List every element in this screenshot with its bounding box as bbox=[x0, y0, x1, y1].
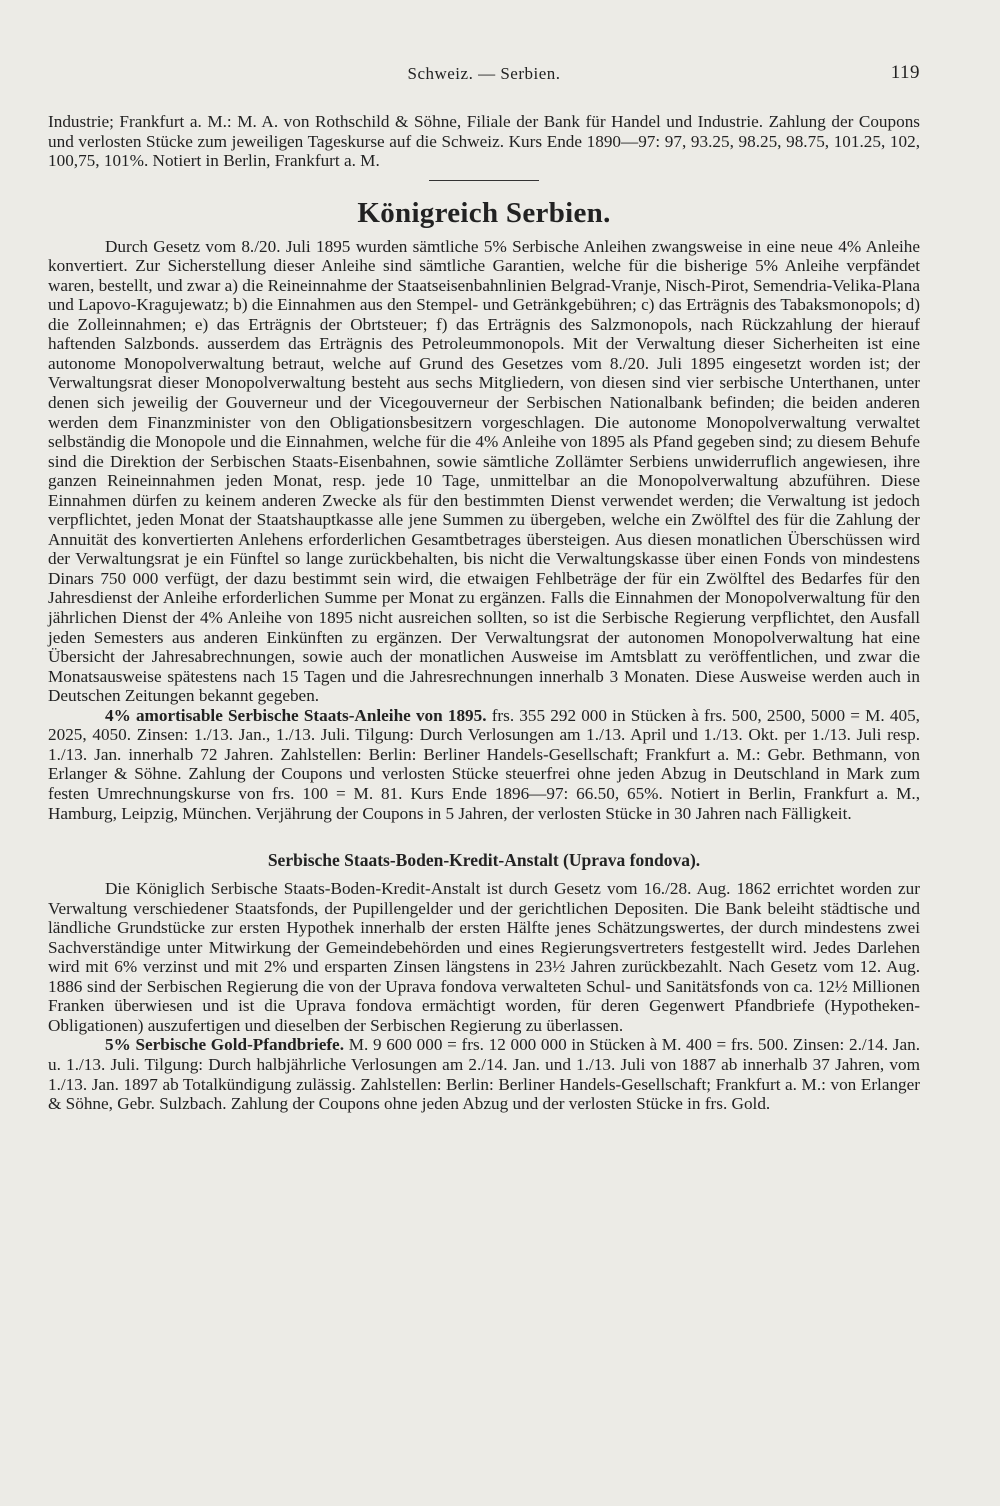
running-title: Schweiz. — Serbien. bbox=[407, 64, 561, 83]
gold-entry-text: M. 9 600 000 = frs. 12 000 000 in Stücken à M. 400 = frs. 500. Zinsen: 2./14. Jan. u. 1./13. Juli. Tilgung: Durch halbjährliche Verlosungen am 2./14. Jan. und 1./13. Juli von 1887 ab innerhalb 37 Jahren, vom 1./13. Jan. 1897 ab Totalkündigung zulässig. Zahlstellen: Berlin: Berliner Handels-Gesellschaft; Frankfurt a. M.: von Erlanger & Söhne, Gebr. Sulzbach. Zahlung der Coupons ohne jeden Abzug und der verlosten Stücke in frs. Gold. bbox=[48, 1035, 921, 1114]
separator-rule bbox=[429, 180, 539, 181]
page-number: 119 bbox=[890, 62, 920, 83]
chapter-title: Königreich Serbien. bbox=[357, 196, 611, 229]
loan-entry-text: frs. 355 292 000 in Stücken à frs. 500, 2500, 5000 = M. 405, 2025, 4050. Zinsen: 1./13. Jan., 1./13. Juli. Tilgung: Durch Verlosungen am 1./13. April und 1./13. Okt. per 1./13. Juli resp. 1./13. Jan. innerhalb 72 Jahren. Zahlstellen: Berlin: Berliner Handels-Gesellschaft; Frankfurt a. M.: Gebr. Bethmann, von Erlanger & Söhne. Zahlung der Coupons und verlosten Stücke steuerfrei ohne jeden Abzug in Deutschland in Mark zum festen Umrechnungskurse von frs. 100 = M. 81. Kurs Ende 1896—97: 66.50, 65%. Notiert in Berlin, Frankfurt a. M., Hamburg, Leipzig, München. Verjährung der Coupons in 5 Jahren, der verlosten Stücke in 30 Jahren nach Fälligkeit. bbox=[48, 705, 920, 823]
gold-entry-title: 5% Serbische Gold-Pfandbriefe. bbox=[105, 1035, 344, 1055]
chapter-paragraph: Durch Gesetz vom 8./20. Juli 1895 wurden sämtliche 5% Serbische Anleihen zwangsweise in eine neue 4% Anleihe konvertiert. Zur Sicherstellung dieser Anleihe sind sämtliche Garantien, welche für die bisherige 5% Anleihe verpfändet waren, bestellt, und zwar a) die Reineinnahme der Staatseisenbahnlinien Belgrad-Vranje, Nisch-Pirot, Semendria-Velika-Plana und Lapovo-Kragujewatz; b) die Einnahmen aus den Stempel- und Getränkgebühren; c) das Erträgnis des Tabaksmonopols; d) die Zolleinnahmen; e) das Erträgnis der Obrtsteuer; f) das Erträgnis des Salzmonopols, nach Rückzahlung der hierauf haftenden Salzbonds. ausserdem das Erträgnis des Petroleummonopols. Mit der Verwaltung dieser Sicherheiten ist eine autonome Monopolverwaltung betraut, welche auf Grund des Gesetzes vom 8./20. Juli 1895 eingesetzt worden ist; der Verwaltungsrat dieser Monopolverwaltung besteht aus sechs Mitgliedern, von diesen sind vier serbische Unterthanen, unter denen sich jeweilig der Gouverneur und der Vicegouverneur der Serbischen Nationalbank befinden; die beiden anderen werden dem Finanzminister von den Obligationsbesitzern vorgeschlagen. Die autonome Monopolverwaltung verwaltet selbständig die Monopole und die Einnahmen, welche für die 4% Anleihe von 1895 als Pfand gegeben sind; zu diesem Behufe sind die Direktion der Serbischen Staats-Eisenbahnen, sowie sämtliche Zollämter Serbiens unwiderruflich angewiesen, ihre ganzen Reineinnahmen jeden Monat, resp. jede 10 Tage, unmittelbar an die Monopolverwaltung abzuführen. Diese Einnahmen dürfen zu keinem anderen Zwecke als für den bestimmten Dienst verwendet werden; die Verwaltung ist jedoch verpflichtet, jeden Monat der Staatshauptkasse alle jene Summen zu übergeben, welche ein Zwölftel des für die Zahlung der Annuität des konvertierten Anlehens erforderlichen Gesamtbetrages übersteigen. Aus diesen monatlichen Überschüssen wird der Verwaltungsrat je ein Fünftel so lange zurückbehalten, bis nicht die Verwaltungskasse über einen Fonds von mindestens Dinars 750 000 verfügt, der dazu bestimmt sein wird, die etwaigen Fehlbeträge der für ein Zwölftel des Bedarfes für den Jahresdienst der Anleihe erforderlichen Summe per Monat zu ergänzen. Falls die Einnahmen der Monopolverwaltung für den jährlichen Dienst der 4% Anleihe von 1895 nicht ausreichen sollten, so ist die Serbische Regierung verpflichtet, den Ausfall jeden Semesters aus anderen Einkünften zu ergänzen. Der Verwaltungsrat der autonomen Monopolverwaltung hat eine Übersicht der Jahresabrechnungen, sowie auch der monatlichen Ausweise im Amtsblatt zu veröffentlichen, und zwar die Monatsausweise spätestens nach 15 Tagen und die Jahresrechnungen innerhalb 3 Monaten. Diese Ausweise werden auch in Deutschen Zeitungen bekannt gegeben. bbox=[48, 236, 920, 706]
loan-entry bbox=[48, 706, 920, 823]
running-header bbox=[48, 62, 920, 86]
section-heading: Serbische Staats-Boden-Kredit-Anstalt (Uprava fondova). bbox=[267, 850, 701, 871]
section-paragraph: Die Königlich Serbische Staats-Boden-Kredit-Anstalt ist durch Gesetz vom 16./28. Aug. 1862 errichtet worden zur Verwaltung verschiedener Staatsfonds, der Pupillengelder und der gerichtlichen Depositen. Die Bank beleiht städtische und ländliche Grundstücke zur ersten Hypothek innerhalb der ersten Hälfte jenes Schätzungswertes, der durch mindestens zwei Sachverständige unter Mitwirkung der Gemeindebehörden und eines Regierungsvertreters festgestellt wird. Jedes Darlehen wird mit 6% verzinst und mit 2% und ersparten Zinsen längstens in 23½ Jahren zurückbezahlt. Nach Gesetz vom 12. Aug. 1886 sind der Serbischen Regierung die von der Uprava fondova verwalteten Schul- und Sanitätsfonds von ca. 12½ Millionen Franken überwiesen und ist die Uprava fondova ermächtigt worden, für deren Gegenwert Pfandbriefe (Hypotheken-Obligationen) auszufertigen und dieselben der Serbischen Regierung zu überlassen. bbox=[48, 879, 920, 1035]
page-content bbox=[48, 112, 920, 1114]
loan-entry-title: 4% amortisable Serbische Staats-Anleihe von 1895. bbox=[105, 705, 487, 725]
intro-paragraph: Industrie; Frankfurt a. M.: M. A. von Rothschild & Söhne, Filiale der Bank für Handel und Industrie. Zahlung der Coupons und verlosten Stücke zum jeweiligen Tageskurse auf die Schweiz. Kurs Ende 1890—97: 97, 93.25, 98.25, 98.75, 101.25, 102, 100,75, 101%. Notiert in Berlin, Frankfurt a. M. bbox=[48, 112, 920, 171]
gold-entry bbox=[48, 1035, 920, 1113]
